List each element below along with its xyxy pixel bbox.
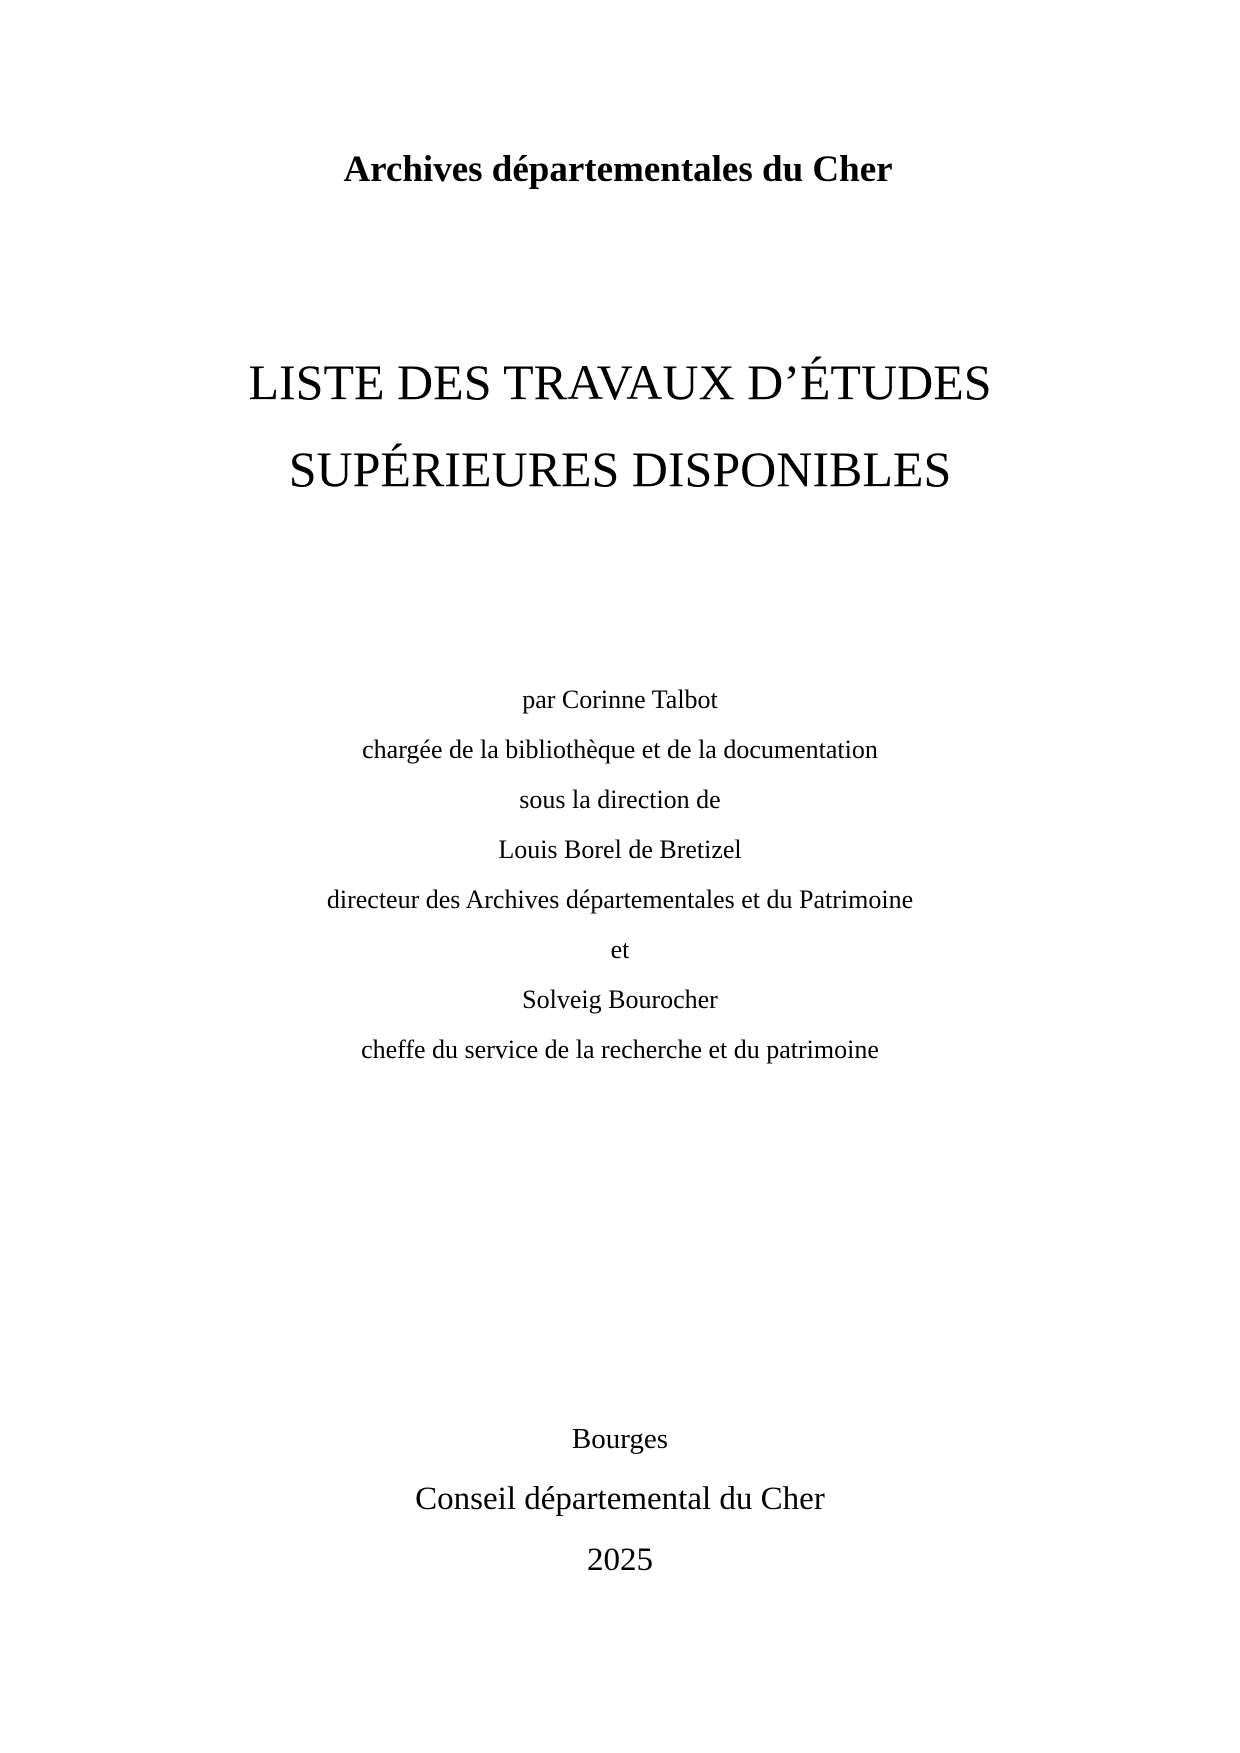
conjunction: et (610, 935, 630, 964)
direction-intro: sous la direction de (519, 785, 721, 814)
director-name: Louis Borel de Bretizel (498, 835, 742, 864)
author-role: chargée de la bibliothèque et de la documentation (362, 735, 878, 764)
author-line: par Corinne Talbot (522, 685, 718, 714)
document-title-line-1: LISTE DES TRAVAUX D’ÉTUDES (248, 354, 992, 410)
imprint-city: Bourges (571, 1423, 669, 1455)
co-director-name: Solveig Bourocher (522, 985, 718, 1014)
co-director-role: cheffe du service de la recherche et du patrimoine (361, 1035, 879, 1064)
document-title-line-2: SUPÉRIEURES DISPONIBLES (288, 441, 952, 497)
director-role: directeur des Archives départementales et du Patrimoine (326, 885, 914, 914)
imprint-year: 2025 (587, 1542, 653, 1578)
institution-heading: Archives départementales du Cher (343, 149, 893, 190)
imprint-publisher: Conseil départemental du Cher (415, 1481, 825, 1517)
